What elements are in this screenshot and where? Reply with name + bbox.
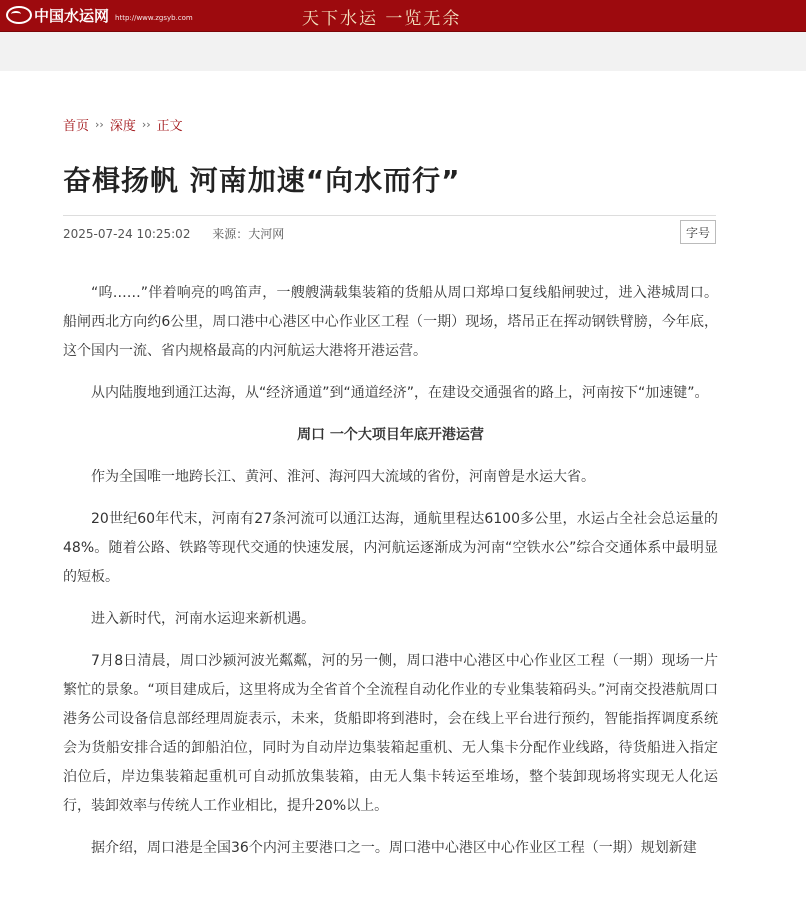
- paragraph: 进入新时代，河南水运迎来新机遇。: [91, 611, 315, 627]
- breadcrumb-separator: ››: [95, 118, 104, 131]
- paragraph: 20世纪60年代末，河南有27条河流可以通江达海，通航里程达6100多公里，水运占全社会总运量的48%。随着公路、铁路等现代交通的快速发展，内河航运逐渐成为河南“空铁水公”综合交通体系中最明显的短板。: [63, 511, 718, 585]
- paragraph: 从内陆腹地到通江达海，从“经济通道”到“通道经济”，在建设交通强省的路上，河南按下“加速键”。: [91, 385, 709, 401]
- breadcrumb-current[interactable]: 正文: [156, 119, 183, 134]
- article-body: [63, 279, 718, 876]
- publish-date: 2025-07-24 10:25:02: [63, 227, 191, 241]
- paragraph: 作为全国唯一地跨长江、黄河、淮河、海河四大流域的省份，河南曾是水运大省。: [91, 469, 595, 485]
- logo-icon: [6, 6, 32, 24]
- breadcrumb-section[interactable]: 深度: [109, 119, 136, 134]
- breadcrumb-home[interactable]: 首页: [63, 119, 90, 134]
- paragraph: “呜……”伴着响亮的鸣笛声，一艘艘满载集装箱的货船从周口郑埠口复线船闸驶过，进入港城周口。船闸西北方向约6公里，周口港中心港区中心作业区工程（一期）现场，塔吊正在挥动钢铁臂膀，今年底，这个国内一流、省内规格最高的内河航运大港将开港运营。: [63, 285, 718, 359]
- font-size-button[interactable]: 字号: [680, 220, 716, 244]
- article-card: [0, 71, 806, 901]
- page-title: 奋楫扬帆 河南加速“向水而行”: [63, 164, 461, 197]
- article-meta: [63, 225, 284, 242]
- breadcrumb-separator: ››: [141, 118, 151, 131]
- logo-url: http://www.zgsyb.com: [115, 13, 193, 22]
- title-divider: [63, 215, 716, 216]
- logo-text: 中国水运网: [34, 6, 110, 25]
- paragraph: 7月8日清晨，周口沙颍河波光粼粼，河的另一侧，周口港中心港区中心作业区工程（一期）现场一片繁忙的景象。“项目建成后，这里将成为全省首个全流程自动化作业的专业集装箱码头。”河南交投港航周口港务公司设备信息部经理周旋表示，未来，货船即将到港时，会在线上平台进行预约，智能指挥调度系统会为货船安排合适的卸船泊位，同时为自动岸边集装箱起重机、无人集卡分配作业线路，待货船进入指定泊位后，岸边集装箱起重机可自动抓放集装箱，由无人集卡转运至堆场，整个装卸现场将实现无人化运行，装卸效率与传统人工作业相比，提升20%以上。: [63, 653, 718, 814]
- top-banner: [0, 0, 806, 32]
- breadcrumb: [63, 115, 183, 134]
- article-source: 来源：大河网: [212, 227, 285, 241]
- section-heading: 周口 一个大项目年底开港运营: [297, 427, 484, 443]
- site-logo[interactable]: [6, 4, 193, 26]
- paragraph: 据介绍，周口港是全国36个内河主要港口之一。周口港中心港区中心作业区工程（一期）规划新建: [91, 840, 697, 856]
- site-slogan: 天下水运 一览无余: [302, 9, 462, 29]
